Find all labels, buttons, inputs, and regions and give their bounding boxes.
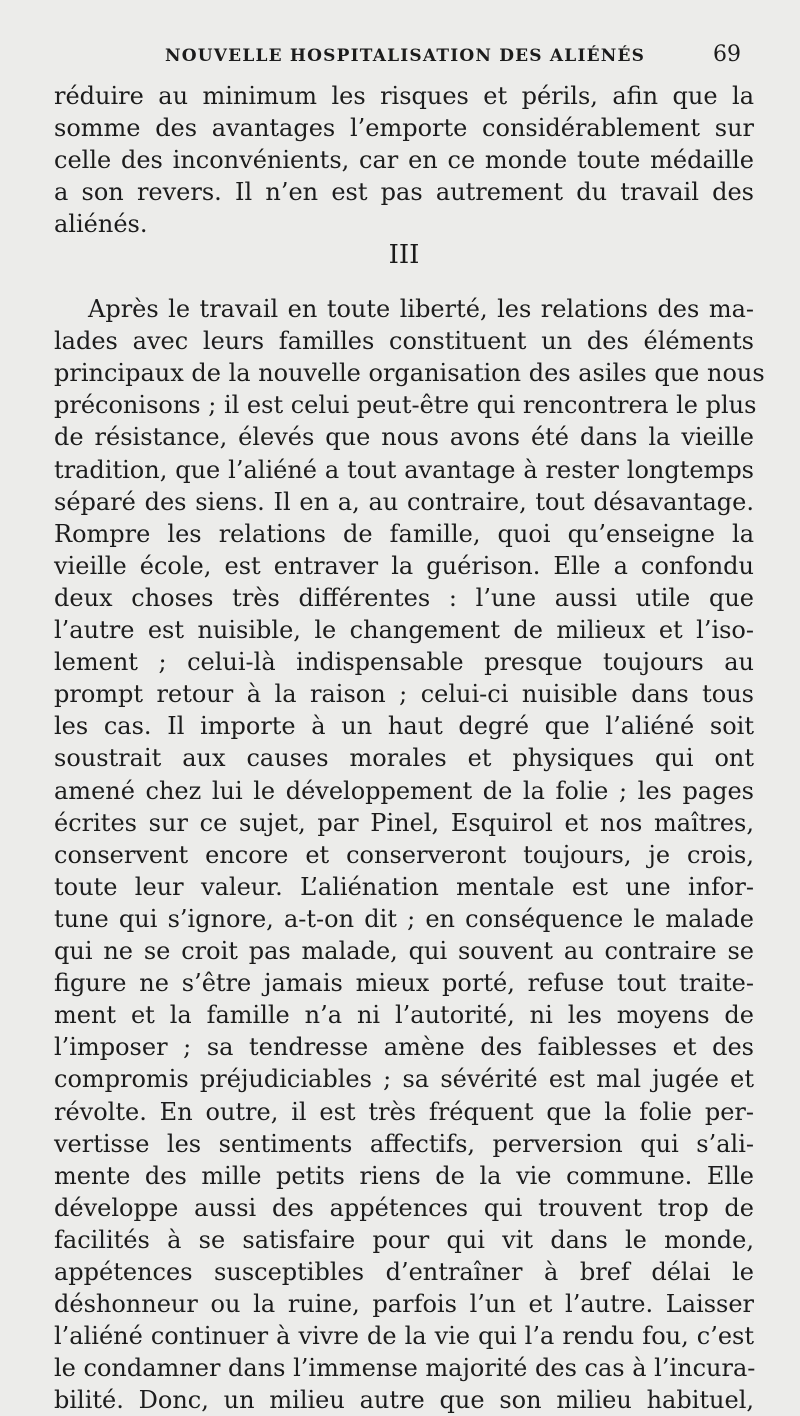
text-line: réduire au minimum les risques et périls, afin que la <box>54 82 754 110</box>
text-line: Après le travail en toute liberté, les relations des ma- <box>88 295 754 323</box>
text-line: lement ; celui-là indispensable presque toujours au <box>54 648 754 677</box>
text-line: principaux de la nouvelle organisation des asiles que nous <box>54 359 765 388</box>
text-line: l’autre est nuisible, le changement de milieux et l’iso- <box>54 616 754 644</box>
section-heading: III <box>388 240 420 270</box>
text-line: appétences susceptibles d’entraîner à bref délai le <box>54 1258 754 1286</box>
text-line: deux choses très différentes : l’une aussi utile que <box>54 583 754 612</box>
text-line: bilité. Donc, un milieu autre que son milieu habituel, <box>54 1386 754 1415</box>
text-line: facilités à se satisfaire pour qui vit dans le monde, <box>54 1225 754 1254</box>
text-line: écrites sur ce sujet, par Pinel, Esquirol et nos maîtres, <box>54 808 754 837</box>
text-line: Rompre les relations de famille, quoi qu’enseigne la <box>54 519 754 548</box>
text-line: de résistance, élevés que nous avons été dans la vieille <box>54 423 754 452</box>
text-line: tradition, que l’aliéné a tout avantage à rester longtemps <box>54 455 754 484</box>
running-title: NOUVELLE HOSPITALISATION DES ALIÉNÉS <box>165 46 646 66</box>
text-line: celle des inconvénients, car en ce monde toute médaille <box>54 146 754 175</box>
text-line: soustrait aux causes morales et physiques qui ont <box>54 744 754 773</box>
text-line: aliénés. <box>54 210 148 239</box>
text-line: préconisons ; il est celui peut-être qui rencontrera le plus <box>54 391 757 420</box>
text-line: compromis préjudiciables ; sa sévérité est mal jugée et <box>54 1065 754 1094</box>
text-line: séparé des siens. Il en a, au contraire, tout désavantage. <box>54 487 754 516</box>
text-line: vieille école, est entraver la guérison. Elle a confondu <box>54 551 754 580</box>
text-line: l’aliéné continuer à vivre de la vie qui l’a rendu fou, c’est <box>54 1322 754 1351</box>
text-line: les cas. Il importe à un haut degré que l’aliéné soit <box>54 712 754 741</box>
text-line: tune qui s’ignore, a-t-on dit ; en conséquence le malade <box>54 904 754 933</box>
page-number: 69 <box>713 42 741 67</box>
text-line: l’imposer ; sa tendresse amène des faiblesses et des <box>54 1033 754 1062</box>
text-line: ment et la famille n’a ni l’autorité, ni les moyens de <box>54 1001 754 1030</box>
text-line: conservent encore et conserveront toujours, je crois, <box>54 840 754 869</box>
text-line: toute leur valeur. L’aliénation mentale est une infor- <box>54 872 754 901</box>
text-line: développe aussi des appétences qui trouvent trop de <box>54 1193 754 1222</box>
text-line: figure ne s’être jamais mieux porté, refuse tout traite- <box>54 969 754 998</box>
text-line: qui ne se croit pas malade, qui souvent au contraire se <box>54 937 754 965</box>
page-header <box>0 40 800 74</box>
text-line: révolte. En outre, il est très fréquent que la folie per- <box>54 1097 754 1126</box>
text-line: déshonneur ou la ruine, parfois l’un et l’autre. Laisser <box>54 1290 754 1319</box>
text-line: a son revers. Il n’en est pas autrement du travail des <box>54 178 754 207</box>
text-line: amené chez lui le développement de la folie ; les pages <box>54 776 754 805</box>
text-line: mente des mille petits riens de la vie commune. Elle <box>54 1161 754 1190</box>
text-line: le condamner dans l’immense majorité des cas à l’incura- <box>54 1354 756 1383</box>
text-line: prompt retour à la raison ; celui-ci nuisible dans tous <box>54 680 754 709</box>
text-line: vertisse les sentiments affectifs, perversion qui s’ali- <box>54 1129 754 1158</box>
text-line: somme des avantages l’emporte considérablement sur <box>54 114 754 143</box>
text-line: lades avec leurs familles constituent un des éléments <box>54 327 754 356</box>
